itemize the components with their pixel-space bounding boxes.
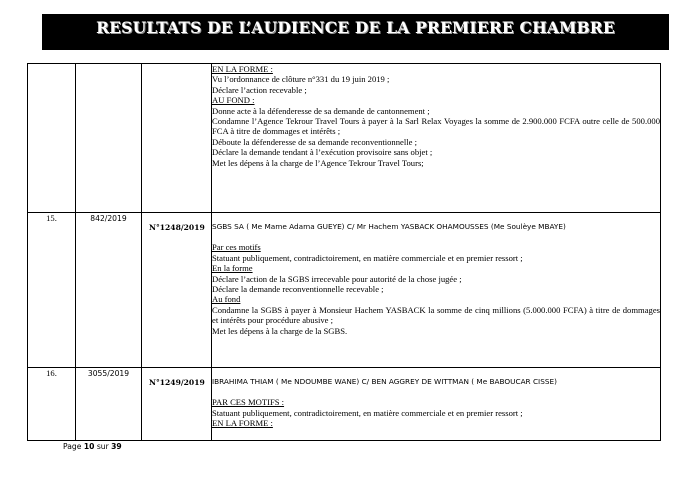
section-heading: Au fond bbox=[212, 294, 241, 305]
section-heading: Par ces motifs bbox=[212, 242, 261, 253]
table-row bbox=[28, 64, 661, 213]
dossier-cell bbox=[76, 368, 142, 441]
ruling-line: Statuant publiquement, contradictoirement, en matière commerciale et en premier ressort ; bbox=[212, 407, 523, 418]
ruling-cell bbox=[212, 64, 661, 213]
dossier-cell bbox=[76, 213, 142, 368]
results-table bbox=[27, 63, 661, 441]
section-heading: EN LA FORME : bbox=[212, 64, 273, 74]
ruling-line: Statuant publiquement, contradictoirement, en matière commerciale et en premier ressort ; bbox=[212, 252, 523, 263]
ruling-line: Vu l’ordonnance de clôture n°331 du 19 juin 2019 ; bbox=[212, 74, 390, 85]
decision-cell bbox=[142, 213, 212, 368]
table-row bbox=[28, 213, 661, 368]
page-label: Page bbox=[63, 442, 82, 451]
section-heading: PAR CES MOTIFS : bbox=[212, 397, 285, 408]
dossier-number: 842/2019 bbox=[90, 214, 127, 223]
case-number-cell bbox=[28, 368, 76, 441]
section-heading: En la forme bbox=[212, 263, 253, 274]
decision-cell bbox=[142, 64, 212, 213]
ruling-line: Met les dépens à la charge de l’Agence Tekrour Travel Tours; bbox=[212, 157, 424, 168]
total-pages: 39 bbox=[111, 442, 122, 451]
ruling-line: Déclare la demande tendant à l’exécution provisoire sans objet ; bbox=[212, 147, 433, 158]
ruling-cell bbox=[212, 368, 661, 441]
decision-cell bbox=[142, 368, 212, 441]
case-number: 15. bbox=[46, 213, 57, 223]
table-row bbox=[28, 368, 661, 441]
current-page: 10 bbox=[83, 442, 95, 451]
ruling-line: Déclare la demande reconventionnelle recevable ; bbox=[212, 284, 384, 295]
ruling-cell bbox=[212, 213, 661, 368]
case-parties: IBRAHIMA THIAM ( Me NDOUMBE WANE) C/ BEN AGGREY DE WITTMAN ( Me BABOUCAR CISSE) bbox=[212, 377, 557, 386]
ruling-line: Déclare l’action de la SGBS irrecevable pour autorité de la chose jugée ; bbox=[212, 273, 462, 284]
case-number-cell bbox=[28, 64, 76, 213]
ruling-line: Donne acte à la défenderesse de sa demande de cantonnement ; bbox=[212, 105, 430, 116]
section-heading: AU FOND : bbox=[212, 95, 255, 106]
dossier-number: 3055/2019 bbox=[87, 369, 130, 378]
case-number-cell bbox=[28, 213, 76, 368]
ruling-line: Condamne la SGBS à payer à Monsieur Hachem YASBACK la somme de cinq millions (5.000.000 FCFA) à titre de dommages et intérêts pour procédure abusive ; bbox=[212, 304, 663, 326]
page-footer bbox=[63, 442, 122, 451]
case-parties: SGBS SA ( Me Mame Adama GUEYE) C/ Mr Hachem YASBACK OHAMOUSSES (Me Soulèye MBAYE) bbox=[212, 222, 566, 231]
dossier-cell bbox=[76, 64, 142, 213]
section-heading: EN LA FORME : bbox=[212, 418, 273, 429]
ruling-line: Condamne l’Agence Tekrour Travel Tours à payer à la Sarl Relax Voyages la somme de 2.900.000 FCFA outre celle de 500.000 FCA à titre de dommages et intérêts ; bbox=[212, 116, 663, 137]
page-title: RESULTATS DE L’AUDIENCE DE LA PREMIERE CHAMBRE bbox=[42, 14, 669, 50]
case-number: 16. bbox=[46, 368, 57, 378]
decision-number: N°1249/2019 bbox=[149, 378, 205, 387]
page-separator: sur bbox=[96, 442, 109, 451]
ruling-line: Déclare l’action recevable ; bbox=[212, 84, 307, 95]
decision-number: N°1248/2019 bbox=[149, 223, 205, 232]
ruling-line: Déboute la défenderesse de sa demande reconventionnelle ; bbox=[212, 136, 417, 147]
ruling-line: Met les dépens à la charge de la SGBS. bbox=[212, 325, 348, 336]
